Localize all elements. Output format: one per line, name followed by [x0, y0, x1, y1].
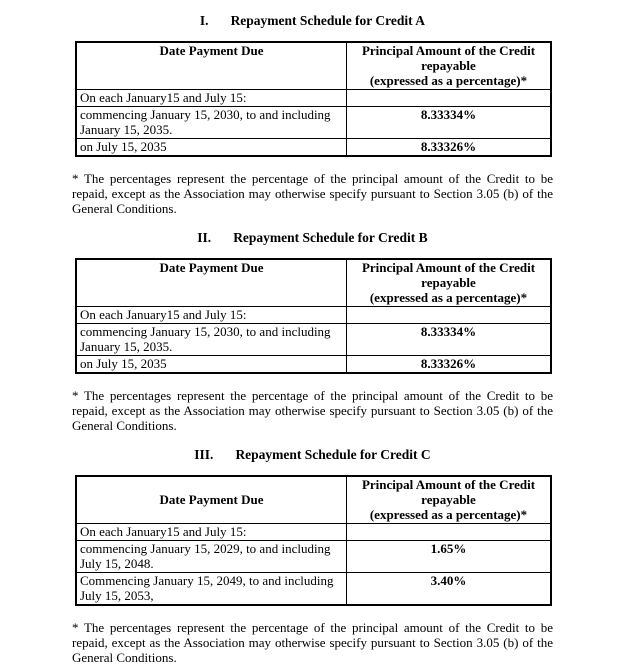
- section-title: Repayment Schedule for Credit A: [230, 13, 426, 28]
- section-credit-b: [72, 230, 553, 433]
- amount-cell: 1.65%: [347, 541, 552, 573]
- header-line: repayable: [421, 492, 476, 507]
- table-row: [76, 307, 551, 324]
- section-heading: [72, 230, 553, 246]
- footnote: * The percentages represent the percentage of the principal amount of the Credit to be repaid, except as the Association may otherwise specify pursuant to Section 3.05 (b) of the General Conditions.: [72, 171, 553, 216]
- amount-cell: 8.33326%: [347, 356, 552, 374]
- principal-amount-header: [347, 476, 552, 524]
- table-row: [76, 541, 551, 573]
- header-line: (expressed as a percentage)*: [369, 507, 528, 522]
- table-row: [76, 573, 551, 606]
- repayment-table-credit-a: [75, 41, 552, 157]
- amount-cell: 3.40%: [347, 573, 552, 606]
- date-cell: on July 15, 2035: [76, 139, 347, 157]
- table-header-row: [76, 259, 551, 307]
- section-credit-a: [72, 13, 553, 216]
- header-line: Principal Amount of the Credit: [361, 477, 536, 492]
- footnote: * The percentages represent the percentage of the principal amount of the Credit to be repaid, except as the Association may otherwise specify pursuant to Section 3.05 (b) of the General Conditions.: [72, 620, 553, 665]
- date-payment-due-header: Date Payment Due: [76, 42, 347, 90]
- section-numeral: II.: [197, 230, 212, 245]
- principal-amount-header: [347, 259, 552, 307]
- table-row: [76, 90, 551, 107]
- principal-amount-header: [347, 42, 552, 90]
- date-cell: On each January15 and July 15:: [76, 524, 347, 541]
- repayment-table-credit-c: [75, 475, 552, 606]
- date-cell: On each January15 and July 15:: [76, 90, 347, 107]
- section-credit-c: [72, 447, 553, 665]
- amount-cell: [347, 90, 552, 107]
- table-row: [76, 324, 551, 356]
- section-title: Repayment Schedule for Credit B: [233, 230, 428, 245]
- table-row: [76, 524, 551, 541]
- amount-cell: 8.33326%: [347, 139, 552, 157]
- header-line: repayable: [421, 275, 476, 290]
- date-cell: on July 15, 2035: [76, 356, 347, 374]
- amount-cell: [347, 307, 552, 324]
- section-heading: [72, 447, 553, 463]
- section-title: Repayment Schedule for Credit C: [235, 447, 431, 462]
- header-line: (expressed as a percentage)*: [369, 290, 528, 305]
- repayment-table-credit-b: [75, 258, 552, 374]
- table-row: [76, 139, 551, 157]
- amount-cell: 8.33334%: [347, 324, 552, 356]
- date-cell: commencing January 15, 2030, to and including January 15, 2035.: [76, 107, 347, 139]
- table-header-row: [76, 476, 551, 524]
- header-line: (expressed as a percentage)*: [369, 73, 528, 88]
- date-payment-due-header: Date Payment Due: [76, 259, 347, 307]
- date-payment-due-header: Date Payment Due: [76, 476, 347, 524]
- section-numeral: I.: [199, 13, 209, 28]
- date-cell: On each January15 and July 15:: [76, 307, 347, 324]
- header-line: Principal Amount of the Credit: [361, 260, 536, 275]
- date-cell: commencing January 15, 2030, to and including January 15, 2035.: [76, 324, 347, 356]
- date-cell: commencing January 15, 2029, to and including July 15, 2048.: [76, 541, 347, 573]
- amount-cell: 8.33334%: [347, 107, 552, 139]
- table-row: [76, 356, 551, 374]
- header-line: repayable: [421, 58, 476, 73]
- amount-cell: [347, 524, 552, 541]
- section-heading: [72, 13, 553, 29]
- section-numeral: III.: [194, 447, 214, 462]
- table-header-row: [76, 42, 551, 90]
- footnote: * The percentages represent the percentage of the principal amount of the Credit to be repaid, except as the Association may otherwise specify pursuant to Section 3.05 (b) of the General Conditions.: [72, 388, 553, 433]
- table-row: [76, 107, 551, 139]
- date-cell: Commencing January 15, 2049, to and including July 15, 2053,: [76, 573, 347, 606]
- header-line: Principal Amount of the Credit: [361, 43, 536, 58]
